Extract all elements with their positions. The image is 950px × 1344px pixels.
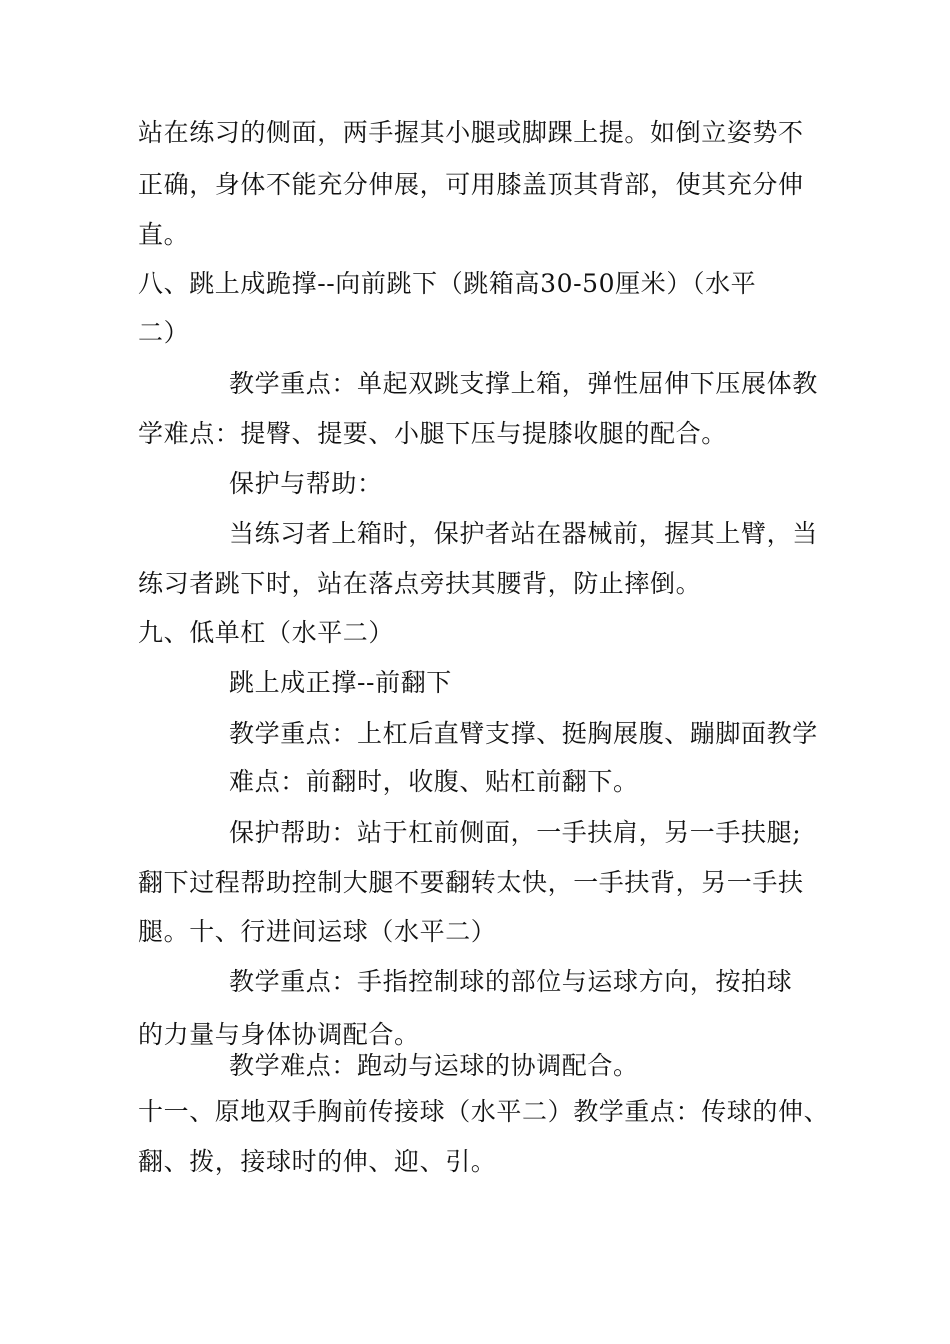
text-line: 翻下过程帮助控制大腿不要翻转太快，一手扶背，另一手扶 (138, 868, 804, 897)
text-line: 腿。十、行进间运球（水平二） (138, 917, 497, 946)
section-heading: 九、低单杠（水平二） (138, 618, 395, 647)
text-line: 教学重点：上杠后直臂支撑、挺胸展腹、蹦脚面教学 (229, 719, 818, 748)
section-heading: 十一、原地双手胸前传接球（水平二）教学重点：传球的伸、 (138, 1097, 830, 1126)
text-line: 教学难点：跑动与运球的协调配合。 (229, 1051, 639, 1080)
text-line: 正确，身体不能充分伸展，可用膝盖顶其背部，使其充分伸 (138, 170, 804, 199)
text-line: 当练习者上箱时，保护者站在器械前，握其上臂，当 (229, 519, 818, 548)
text-line: 直。 (138, 220, 190, 249)
text-line: 保护与帮助： (229, 469, 383, 498)
text-line: 难点：前翻时，收腹、贴杠前翻下。 (229, 767, 639, 796)
text-line: 保护帮助：站于杠前侧面，一手扶肩，另一手扶腿; (229, 818, 802, 847)
text-line: 跳上成正撑--前翻下 (229, 668, 452, 697)
text-line: 教学重点：单起双跳支撑上箱，弹性屈伸下压展体教 (229, 369, 818, 398)
text-line: 的力量与身体协调配合。 (138, 1020, 420, 1049)
section-heading: 八、跳上成跪撑--向前跳下（跳箱高30-50厘米）（水平 (138, 269, 757, 298)
text-line: 站在练习的侧面，两手握其小腿或脚踝上提。如倒立姿势不 (138, 118, 804, 147)
text-line: 学难点：提臀、提要、小腿下压与提膝收腿的配合。 (138, 419, 727, 448)
text-line: 翻、拨，接球时的伸、迎、引。 (138, 1147, 497, 1176)
text-line: 教学重点：手指控制球的部位与运球方向，按拍球 (229, 967, 793, 996)
section-heading-cont: 二） (138, 318, 190, 347)
text-line: 练习者跳下时，站在落点旁扶其腰背，防止摔倒。 (138, 569, 702, 598)
